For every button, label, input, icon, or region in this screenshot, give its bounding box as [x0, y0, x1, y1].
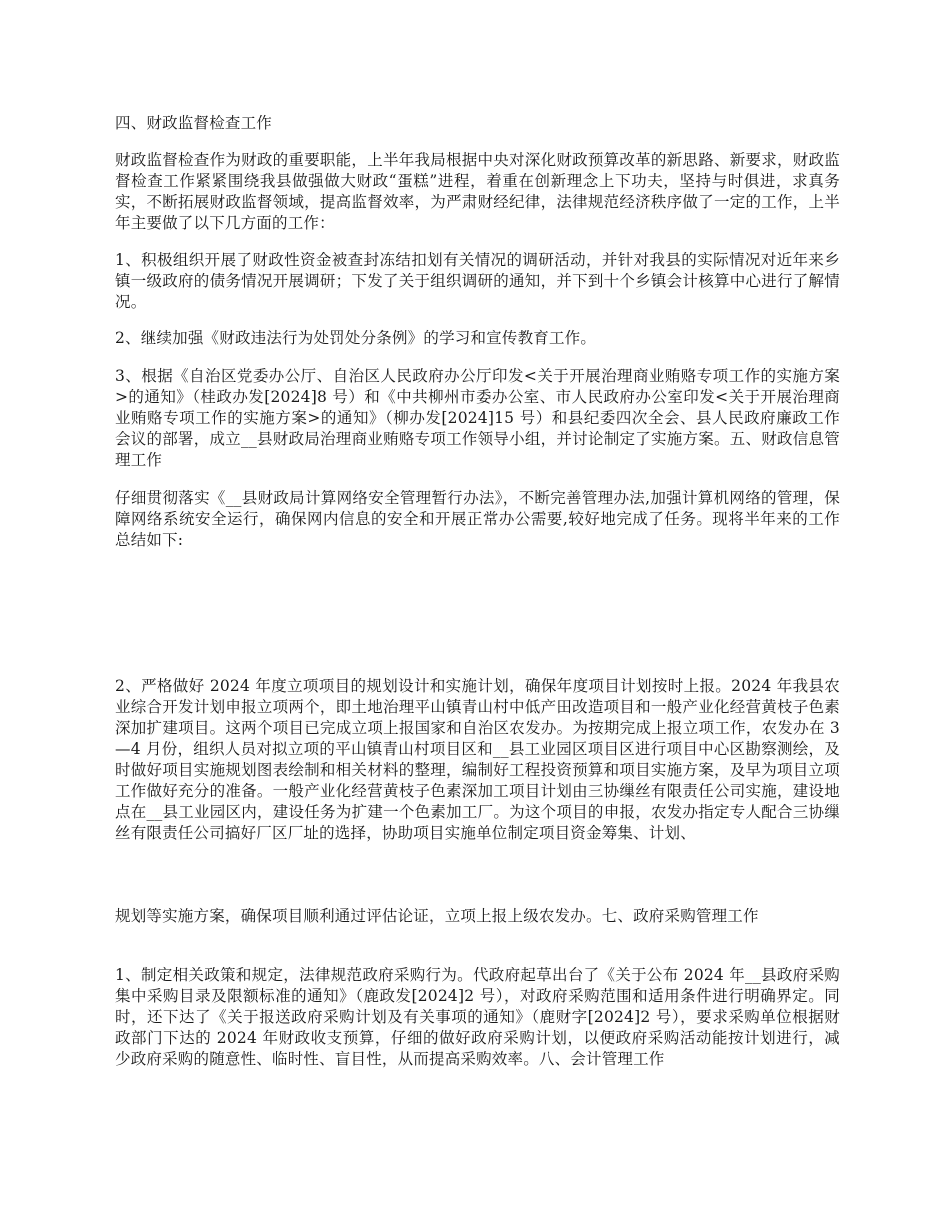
paragraph-item-1-research: 1、积极组织开展了财政性资金被查封冻结扣划有关情况的调研活动，并针对我县的实际情况对近年来乡镇一级政府的债务情况开展调研；下发了关于组织调研的通知，并下到十个乡镇会计核算中心进行了解情况。 [115, 251, 840, 311]
paragraph-procurement-heading: 规划等实施方案，确保项目顺利通过评估论证，立项上报上级农发办。七、政府采购管理工作 [115, 907, 759, 925]
paragraph-procurement-policy: 1、制定相关政策和规定，法律规范政府采购行为。代政府起草出台了《关于公布 2024 年__县政府采购集中采购目录及限额标准的通知》（鹿政发[2024]2 号），对政府采购范围和适用条件进行明确界定。同时，还下达了《关于报送政府采购计划及有关事项的通知》（鹿财字[2024]2 号），要求采购单位根据财政部门下达的 2024 年财政收支预算，仔细的做好政府采购计划，以便政府采购活动能按计划进行，减少政府采购的随意性、临时性、盲目性，从而提高采购效率。八、会计管理工作 [115, 966, 840, 1068]
paragraph-item-2-regulation: 2、继续加强《财政违法行为处罚处分条例》的学习和宣传教育工作。 [115, 329, 597, 347]
paragraph-item-3-anti-bribery: 3、根据《自治区党委办公厅、自治区人民政府办公厅印发<关于开展治理商业贿赂专项工作的实施方案>的通知》（桂政办发[2024]8 号）和《中共柳州市委办公室、市人民政府办公室印发<关于开展治理商业贿赂专项工作的实施方案>的通知》（柳办发[2024]15 号）和县纪委四次全会、县人民政府廉政工作会议的部署，成立__县财政局治理商业贿赂专项工作领导小组，并讨论制定了实施方案。五、财政信息管理工作 [115, 367, 840, 469]
section-heading-fiscal-supervision: 四、财政监督检查工作 [115, 114, 273, 132]
paragraph-supervision-intro: 财政监督检查作为财政的重要职能，上半年我局根据中央对深化财政预算改革的新思路、新要求，财政监督检查工作紧紧围绕我县做强做大财政“蛋糕”进程，着重在创新理念上下功夫，坚持与时俱进，求真务实，不断拓展财政监督领域，提高监督效率，为严肃财经纪律，法律规范经济秩序做了一定的工作，上半年主要做了以下几方面的工作： [115, 151, 840, 232]
paragraph-network-security: 仔细贯彻落实《__县财政局计算网络安全管理暂行办法》，不断完善管理办法,加强计算机网络的管理，保障网络系统安全运行，确保网内信息的安全和开展正常办公需要,较好地完成了任务。现将半年来的工作总结如下: [115, 489, 840, 549]
paragraph-project-planning: 2、严格做好 2024 年度立项项目的规划设计和实施计划，确保年度项目计划按时上报。2024 年我县农业综合开发计划申报立项两个，即土地治理平山镇青山村中低产田改造项目和一般产业化经营黄枝子色素深加扩建项目。这两个项目已完成立项上报国家和自治区农发办。为按期完成上报立项工作，农发办在 3—4 月份，组织人员对拟立项的平山镇青山村项目区和__县工业园区项目区进行项目中心区勘察测绘，及时做好项目实施规划图表绘制和相关材料的整理，编制好工程投资预算和项目实施方案，及早为项目立项工作做好充分的准备。一般产业化经营黄枝子色素深加工项目计划由三协缫丝有限责任公司实施，建设地点在__县工业园区内，建设任务为扩建一个色素加工厂。为这个项目的申报，农发办指定专人配合三协缫丝有限责任公司搞好厂区厂址的选择，协助项目实施单位制定项目资金筹集、计划、 [115, 677, 840, 842]
